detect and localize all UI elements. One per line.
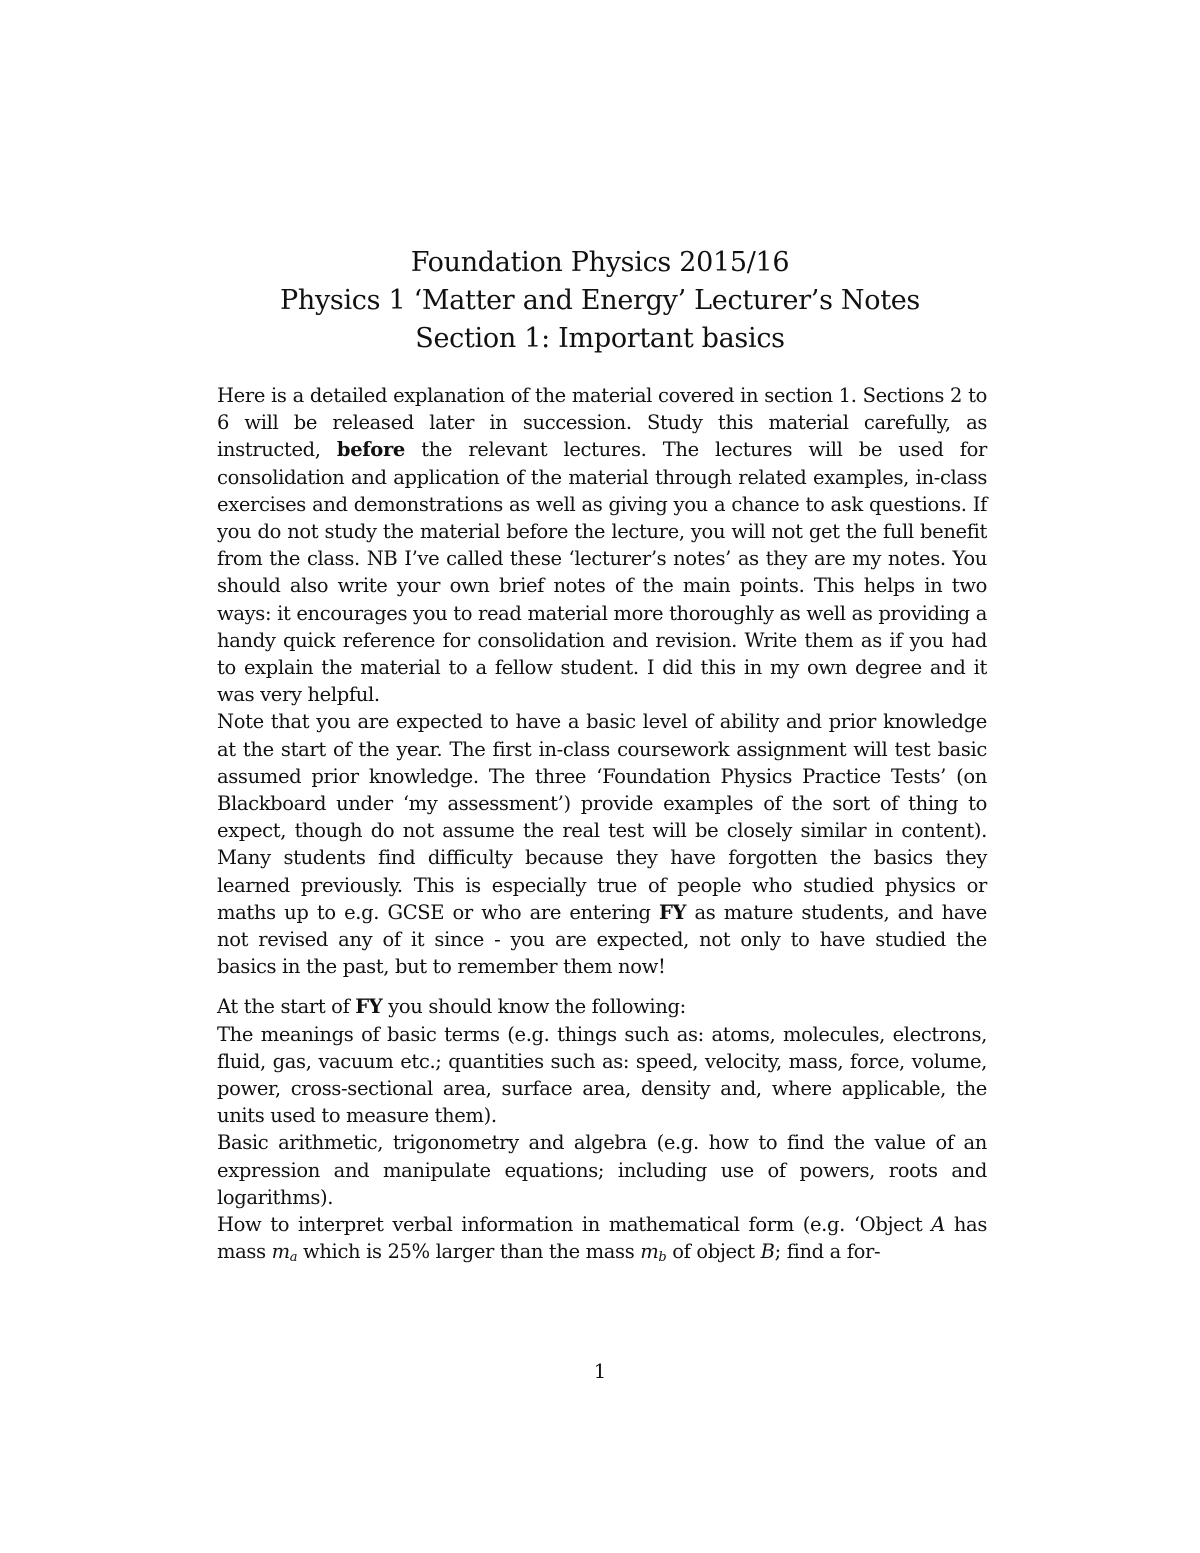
notes-title: Physics 1 ‘Matter and Energy’ Lecturer’s Notes — [279, 285, 920, 316]
math-sub-b: b — [658, 1250, 667, 1266]
start-paragraph — [217, 993, 987, 1020]
start-text-2: you should know the following: — [382, 995, 686, 1019]
verbal-text-3: which is 25% larger than the mass — [297, 1240, 641, 1264]
prior-emphasis: FY — [659, 900, 687, 924]
title-block — [0, 244, 1200, 358]
section-title: Section 1: Important basics — [415, 323, 785, 354]
intro-text-2: the relevant lectures. The lectures will be used for consolidation and application of the material through related examples, in-class exercises and demonstrations as well as giving you a chance to ask questions. If you do not study the material before the lecture, you will not get the full benefit from the class. NB I’ve called these ‘lecturer’s notes’ as they are my notes. You should also write your own brief notes of the main points. This helps in two ways: it encourages you to read material more thoroughly as well as providing a handy quick reference for consolidation and revision. Write them as if you had to explain the material to a fellow student. I did this in my own degree and it was very helpful. — [217, 438, 987, 707]
arithmetic-paragraph: Basic arithmetic, trigonometry and algebra (e.g. how to find the value of an expression and manipulate equations; including use of powers, roots and logarithms). — [217, 1131, 987, 1209]
verbal-text-5: ; find a for- — [774, 1240, 881, 1264]
intro-emphasis: before — [336, 438, 405, 462]
basic-terms-paragraph: The meanings of basic terms (e.g. things such as: atoms, molecules, electrons, fluid, gas, vacuum etc.; quantities such as: speed, velocity, mass, force, volume, power, cross-sectional area, surface area, density and, where applicable, the units used to measure them). — [217, 1022, 987, 1128]
math-var-b: B — [760, 1240, 775, 1264]
page-number: 1 — [593, 1360, 607, 1383]
prior-text-1: Note that you are expected to have a basic level of ability and prior knowledge at the start of the year. The first in-class coursework assignment will test basic assumed prior knowledge. The three ‘Foundation Physics Practice Tests’ (on Blackboard under ‘my assessment’) provide examples of the sort of thing to expect, though do not assume the real test will be closely similar in content). Many students find difficulty because they have forgotten the basics they learned previously. This is especially true of people who studied physics or maths up to e.g. GCSE or who are entering — [217, 710, 987, 924]
start-text-1: At the start of — [217, 995, 356, 1019]
body-text — [217, 382, 987, 1272]
verbal-text-4: of object — [666, 1240, 761, 1264]
intro-paragraph — [217, 382, 987, 708]
math-sub-a: a — [289, 1250, 298, 1266]
start-emphasis: FY — [355, 995, 383, 1019]
prior-knowledge-paragraph — [217, 708, 987, 980]
verbal-text-2: has mass — [217, 1213, 987, 1264]
course-title: Foundation Physics 2015/16 — [410, 247, 790, 278]
prior-text-2: as mature students, and have not revised any of it since - you are expected, not only to have studied the basics in the past, but to remember them now! — [217, 900, 987, 979]
verbal-information-paragraph — [217, 1211, 987, 1271]
math-m-a: m — [271, 1240, 290, 1264]
verbal-text-1: How to interpret verbal information in mathematical form (e.g. ‘Object — [217, 1213, 932, 1237]
math-var-a: A — [931, 1213, 945, 1237]
math-m-b: m — [640, 1240, 659, 1264]
intro-text-1: Here is a detailed explanation of the material covered in section 1. Sections 2 to 6 will be released later in succession. Study this material carefully, as instructed, — [217, 384, 987, 462]
